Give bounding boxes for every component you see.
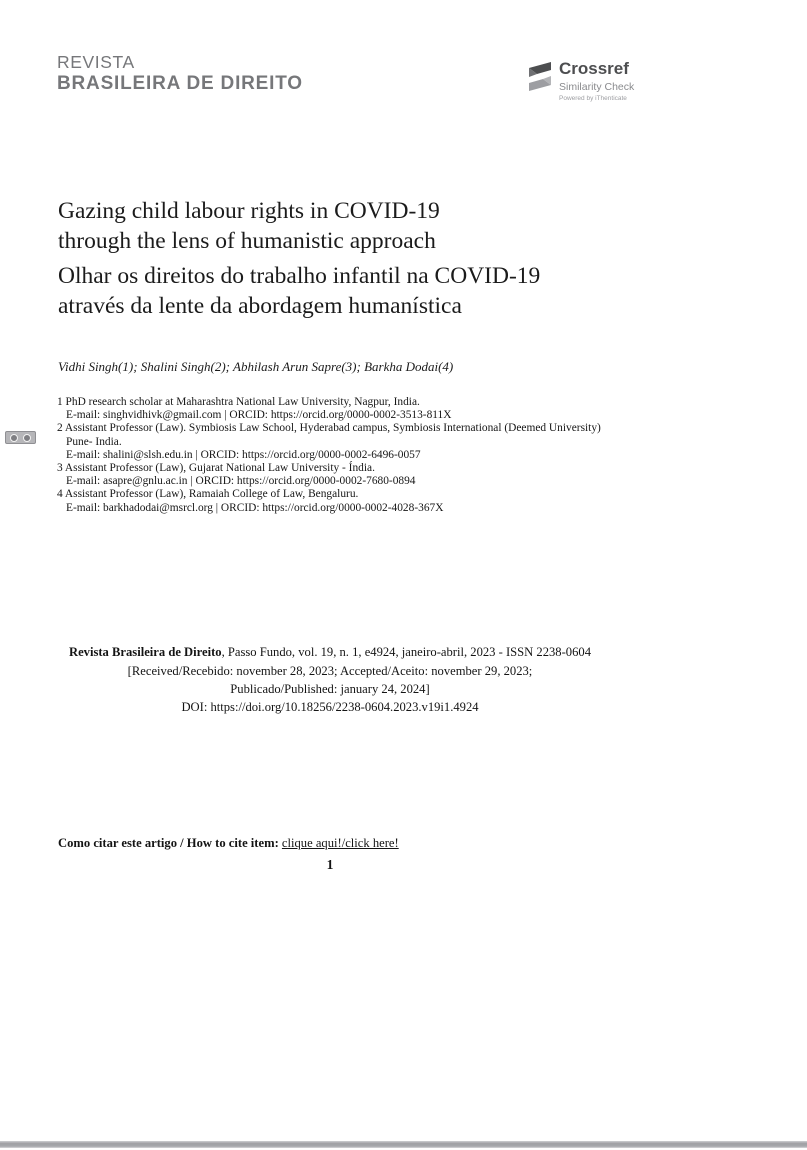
article-title-portuguese: [58, 261, 618, 321]
author-affiliations: [57, 396, 627, 515]
affiliation-line: Pune- India.: [66, 435, 122, 448]
affiliation-line: E-mail: singhvidhivk@gmail.com | ORCID: https://orcid.org/0000-0002-3513-811X: [66, 409, 452, 422]
crossref-text-block: [559, 60, 634, 102]
affiliation-line: 4 Assistant Professor (Law), Ramaiah College of Law, Bengaluru.: [57, 488, 359, 501]
doi-line: DOI: https://doi.org/10.18256/2238-0604.2023.v19i1.4924: [181, 700, 479, 714]
affiliation-line: 3 Assistant Professor (Law), Gujarat National Law University - Índia.: [57, 462, 375, 475]
affiliation-line: E-mail: asapre@gnlu.ac.in | ORCID: https://orcid.org/0000-0002-7680-0894: [66, 475, 416, 488]
published-line: Publicado/Published: january 24, 2024]: [230, 682, 430, 696]
journal-logo: [57, 53, 303, 94]
cc-by-icon: [23, 434, 31, 442]
article-title-english-line2: through the lens of humanistic approach: [58, 228, 436, 254]
crossref-name: Crossref: [559, 59, 629, 78]
affiliation-line: 2 Assistant Professor (Law). Symbiosis Law School, Hyderabad campus, Symbiosis International (Deemed University): [57, 422, 601, 435]
page-number: 1: [326, 857, 334, 872]
how-to-cite-line: [58, 836, 618, 851]
article-title-english-line1: Gazing child labour rights in COVID-19: [58, 198, 440, 224]
how-to-cite-link[interactable]: clique aqui!/click here!: [281, 836, 399, 850]
received-accepted-line: [Received/Recebido: november 28, 2023; Accepted/Aceito: november 29, 2023;: [127, 664, 533, 678]
crossref-powered-by: Powered by iThenticate: [559, 94, 627, 102]
how-to-cite-label: Como citar este artigo / How to cite item:: [58, 836, 282, 850]
journal-citation-rest: , Passo Fundo, vol. 19, n. 1, e4924, janeiro-abril, 2023 - ISSN 2238-0604: [221, 645, 591, 659]
journal-name: Revista Brasileira de Direito: [68, 645, 222, 659]
journal-logo-line1: REVISTA: [57, 52, 135, 72]
page-bottom-edge: [0, 1141, 807, 1148]
crossref-subtitle: Similarity Check: [559, 80, 635, 93]
article-title-portuguese-line1: Olhar os direitos do trabalho infantil na COVID-19: [58, 263, 541, 289]
journal-citation-line: [57, 645, 603, 660]
crossref-mark-icon: [527, 61, 553, 93]
authors-line: Vidhi Singh(1); Shalini Singh(2); Abhilash Arun Sapre(3); Barkha Dodai(4): [58, 359, 454, 374]
journal-logo-line2: BRASILEIRA DE DIREITO: [57, 72, 303, 94]
article-title-english: [58, 196, 618, 256]
affiliation-line: E-mail: barkhadodai@msrcl.org | ORCID: https://orcid.org/0000-0002-4028-367X: [66, 501, 444, 514]
cc-icon: [10, 434, 18, 442]
article-title-portuguese-line2: através da lente da abordagem humanística: [58, 293, 462, 319]
affiliation-line: 1 PhD research scholar at Maharashtra National Law University, Nagpur, India.: [57, 396, 420, 408]
crossref-similarity-check-logo: [527, 60, 634, 102]
cc-license-badge: [5, 431, 36, 444]
affiliation-line: E-mail: shalini@slsh.edu.in | ORCID: https://orcid.org/0000-0002-6496-0057: [66, 448, 421, 461]
